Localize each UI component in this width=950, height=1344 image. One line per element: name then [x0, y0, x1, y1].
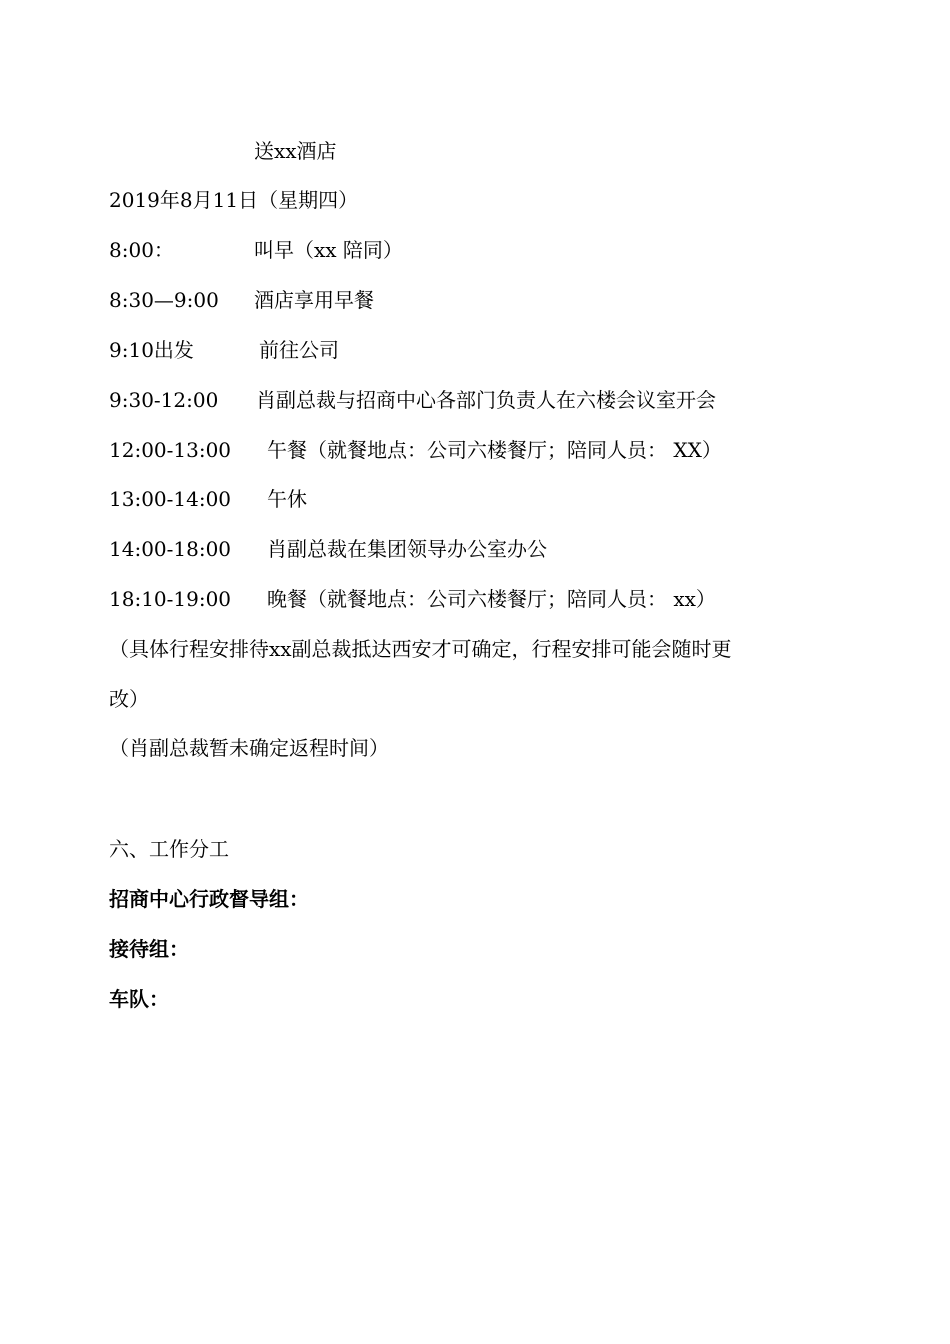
- schedule-activity: 酒店享用早餐: [254, 288, 374, 312]
- section-heading: [109, 836, 229, 862]
- schedule-time: 9:10出发: [109, 338, 194, 362]
- schedule-time: 14:00-18:00: [109, 537, 232, 561]
- note-return-time: [109, 735, 389, 761]
- note-line: （肖副总裁暂未确定返程时间）: [109, 736, 389, 760]
- schedule-activity: 肖副总裁与招商中心各部门负责人在六楼会议室开会: [256, 388, 716, 412]
- note-paragraph-continued: [109, 686, 149, 712]
- schedule-time: 18:10-19:00: [109, 587, 232, 611]
- note-paragraph: [109, 636, 732, 662]
- group-heading: [109, 936, 189, 962]
- schedule-time: 9:30-12:00: [109, 388, 219, 412]
- schedule-activity: 午休: [267, 487, 307, 511]
- schedule-activity: 午餐（就餐地点：公司六楼餐厅；陪同人员： XX）: [267, 438, 722, 462]
- schedule-time: 13:00-14:00: [109, 487, 232, 511]
- schedule-time: 12:00-13:00: [109, 438, 232, 462]
- schedule-time: 8:00：: [109, 238, 174, 262]
- intro-line-text: 送xx酒店: [254, 139, 337, 163]
- group-heading-text: 接待组：: [109, 937, 189, 961]
- date-heading-text: 2019年8月11日（星期四）: [109, 188, 359, 212]
- note-line: （具体行程安排待xx副总裁抵达西安才可确定，行程安排可能会随时更: [109, 637, 732, 661]
- schedule-activity: 叫早（xx 陪同）: [254, 238, 403, 262]
- section-heading-text: 六、工作分工: [109, 837, 229, 861]
- schedule-activity: 晚餐（就餐地点：公司六楼餐厅；陪同人员： xx）: [267, 587, 716, 611]
- schedule-activity: 肖副总裁在集团领导办公室办公: [267, 537, 547, 561]
- note-line: 改）: [109, 687, 149, 711]
- group-heading-text: 招商中心行政督导组：: [109, 887, 309, 911]
- schedule-activity: 前往公司: [259, 338, 339, 362]
- date-heading: [109, 187, 358, 213]
- group-heading: [109, 986, 169, 1012]
- schedule-time: 8:30—9:00: [109, 288, 219, 312]
- group-heading-text: 车队：: [109, 987, 169, 1011]
- intro-line: [254, 138, 337, 164]
- group-heading: [109, 886, 309, 912]
